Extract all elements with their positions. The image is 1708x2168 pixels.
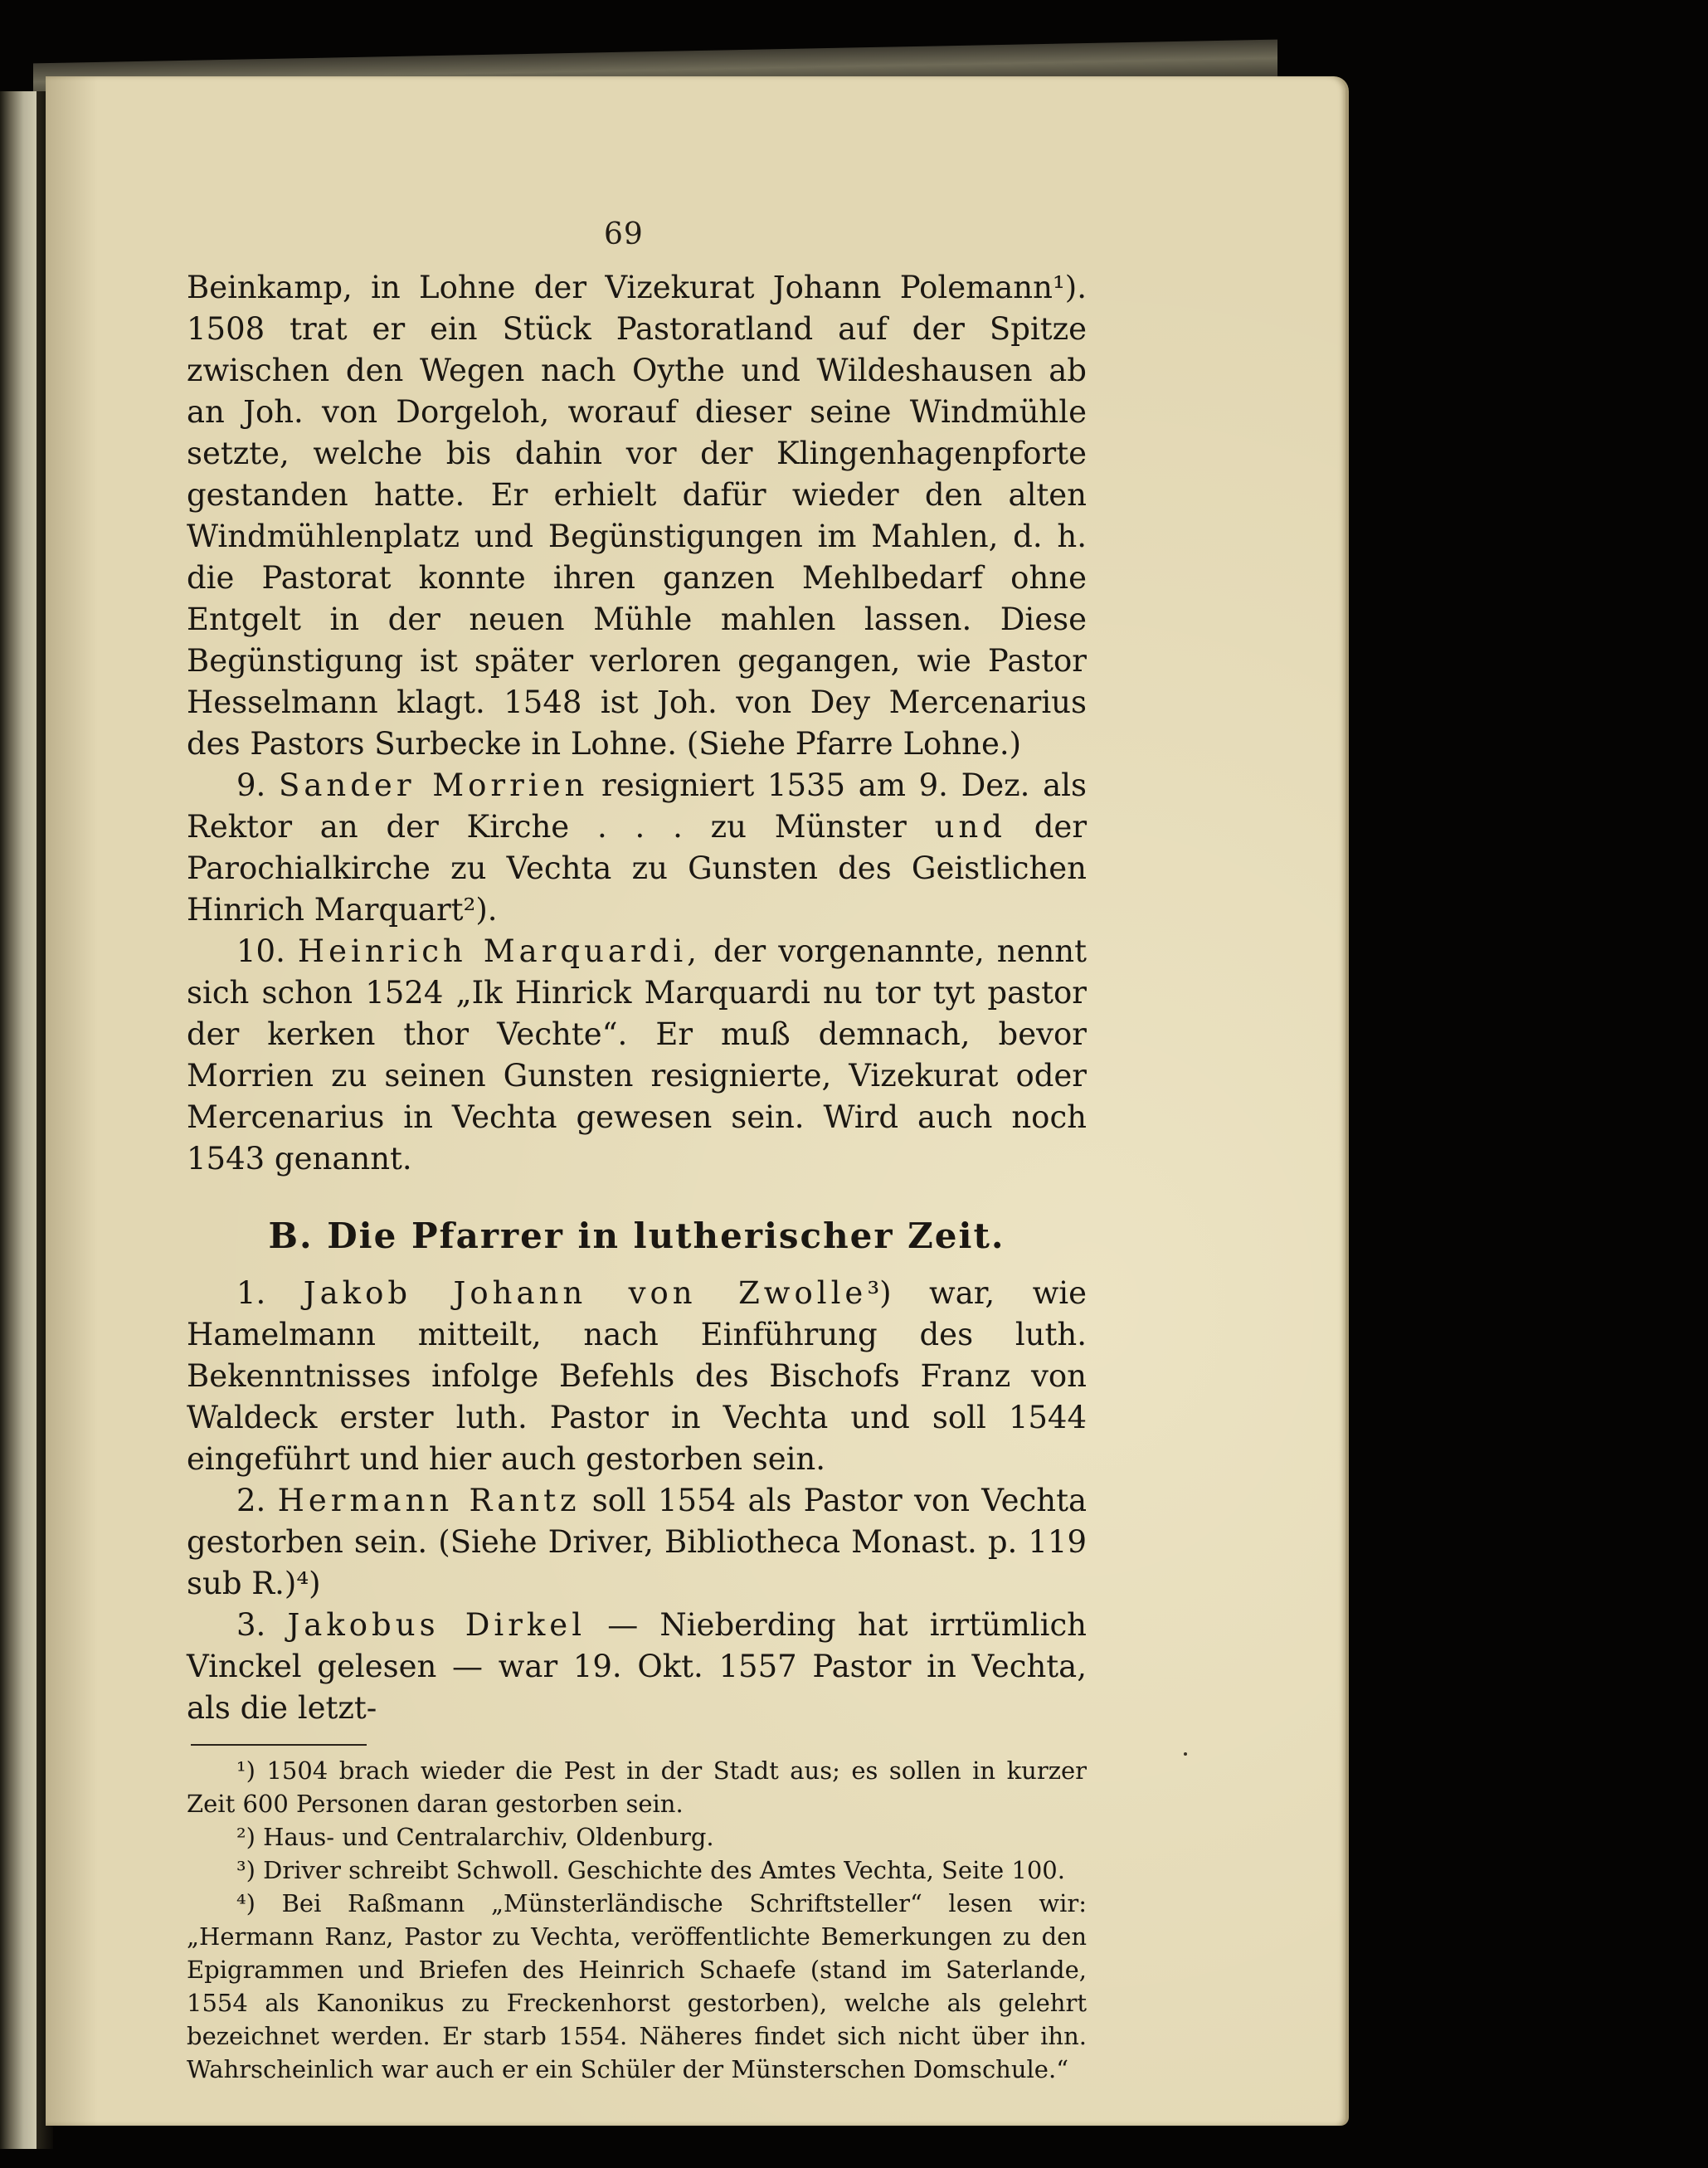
entry-dirkel (187, 1605, 1087, 1729)
footnote-2: ²) Haus- und Centralarchiv, Oldenburg. (236, 1823, 714, 1851)
paper-speck (1184, 1752, 1187, 1756)
person-name: Jakob Johann von Zwolle (303, 1275, 868, 1311)
entry-text: resigniert 1535 am 9. Dez. als Rektor an der Kirche . . . zu Münster (187, 767, 1087, 845)
entry-text: der vorgenannte, nennt sich schon 1524 „Ik Hinrick Marquardi nu tor tyt pastor der kerken thor Vechte“. Er muß demnach, bevor Morrien zu seinen Gunsten resignierte, Vizekurat oder Mercenarius in Vechta gewesen sein. Wird auch noch 1543 genannt. (187, 933, 1087, 1177)
footnote-1: ¹) 1504 brach wieder die Pest in der Stadt aus; es sollen in kurzer Zeit 600 Personen daran gestorben sein. (187, 1756, 1087, 1818)
section-heading: B. Die Pfarrer in lutherischer Zeit. (268, 1216, 1005, 1256)
person-name: Heinrich Marquardi, (297, 933, 701, 969)
person-name: Jakobus Dirkel (287, 1607, 586, 1643)
entry-number: 1. (236, 1275, 266, 1311)
entry-text: der Parochialkirche zu Vechta zu Gunsten des Geistlichen Hinrich Marquart²). (187, 809, 1088, 928)
footnote-4: ⁴) Bei Raßmann „Münsterländische Schriftsteller“ lesen wir: „Hermann Ranz, Pastor zu Vechta, veröffentlichte Bemerkungen zu den Epigrammen und Briefen des Heinrich Schaefe (stand im Saterlande, 1554 als Kanonikus zu Freckenhorst gestorben), welche als gelehrt bezeichnet werden. Er starb 1554. Näheres findet sich nicht über ihn. Wahrscheinlich war auch er ein Schüler der Münsterschen Domschule.“ (187, 1889, 1087, 2083)
paragraph-polemann: Beinkamp, in Lohne der Vizekurat Johann Polemann¹). 1508 trat er ein Stück Pastoratland auf der Spitze zwischen den Wegen nach Oythe und Wildeshausen ab an Joh. von Dorgeloh, worauf dieser seine Windmühle setzte, welche bis dahin vor der Klingenhagenpforte gestanden hatte. Er erhielt dafür wieder den alten Windmühlenplatz und Begünstigungen im Mahlen, d. h. die Pastorat konnte ihren ganzen Mehlbedarf ohne Entgelt in der neuen Mühle mahlen lassen. Diese Begünstigung ist später verloren gegangen, wie Pastor Hesselmann klagt. 1548 ist Joh. von Dey Mercenarius des Pastors Surbecke in Lohne. (Siehe Pfarre Lohne.) (187, 270, 1087, 762)
entry-zwolle (187, 1273, 1087, 1480)
entry-rantz (187, 1480, 1087, 1605)
spaced-word: und (934, 809, 1006, 845)
entry-number: 2. (236, 1483, 266, 1518)
entry-text: — Nieberding hat irrtümlich Vinckel gelesen — war 19. Okt. 1557 Pastor in Vechta, als die letzt- (187, 1607, 1088, 1726)
page-number: 69 (604, 217, 644, 251)
entry-text: soll 1554 als Pastor von Vechta gestorben sein. (Siehe Driver, Bibliotheca Monast. p. 119 sub R.)⁴) (187, 1483, 1088, 1601)
page-text (187, 267, 1087, 2086)
person-name: Sander Morrien (279, 767, 589, 803)
previous-page-edge (0, 91, 36, 2149)
entry-morrien (187, 765, 1087, 931)
footnote-3: ³) Driver schreibt Schwoll. Geschichte des Amtes Vechta, Seite 100. (236, 1856, 1065, 1884)
entry-number: 9. (236, 767, 266, 803)
footnote-separator (191, 1744, 367, 1746)
entry-number: 3. (236, 1607, 266, 1643)
entry-number: 10. (236, 933, 285, 969)
person-name: Hermann Rantz (277, 1483, 581, 1518)
entry-marquardi (187, 931, 1087, 1180)
entry-text: ³) war, wie Hamelmann mitteilt, nach Einführung des luth. Bekenntnisses infolge Befehls des Bischofs Franz von Waldeck erster luth. Pastor in Vechta und soll 1544 eingeführt und hier auch gestorben sein. (187, 1275, 1088, 1477)
